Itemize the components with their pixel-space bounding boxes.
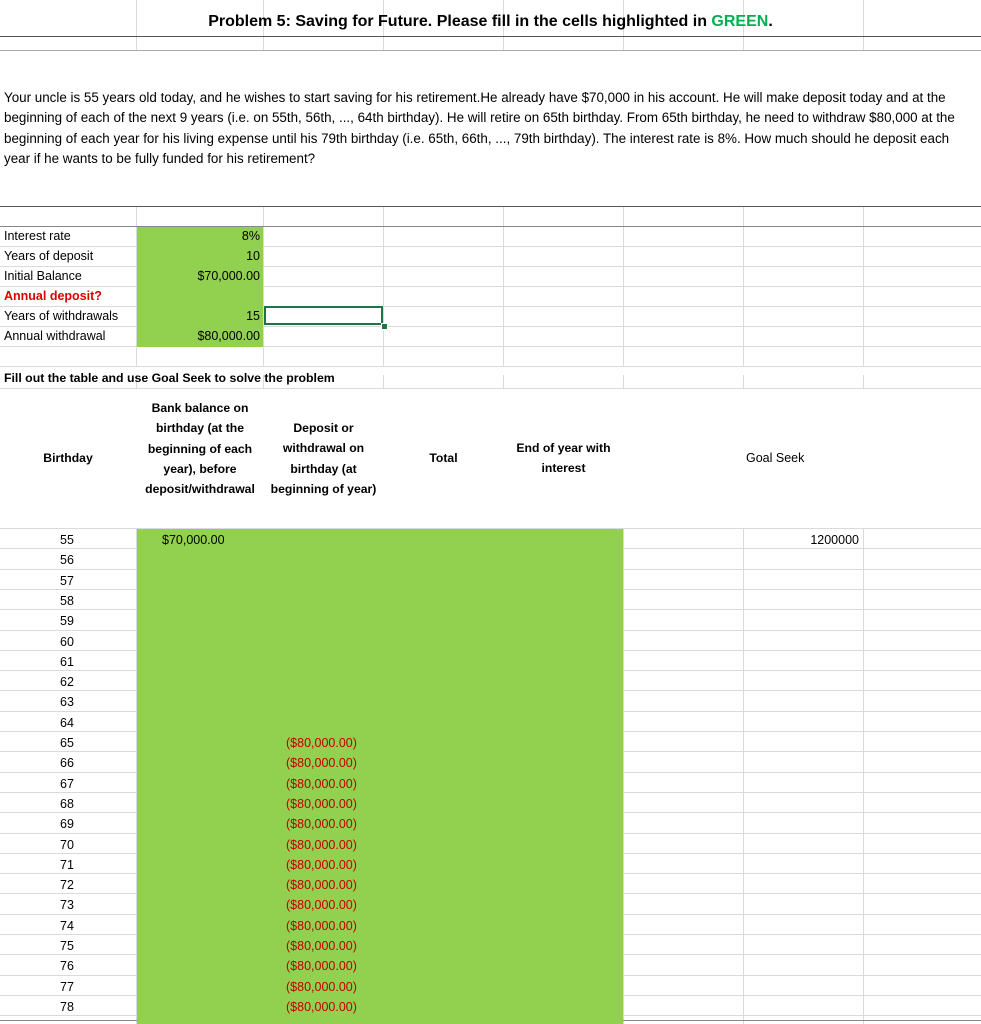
birthday-cell[interactable]: 57	[60, 574, 74, 588]
title-period: .	[768, 13, 773, 30]
withdrawal-cell[interactable]: ($80,000.00)	[286, 939, 357, 953]
header-goal-seek: Goal Seek	[746, 451, 805, 465]
birthday-cell[interactable]: 75	[60, 939, 74, 953]
page-title	[0, 8, 981, 36]
birthday-cell[interactable]: 71	[60, 858, 74, 872]
initial-balance-value[interactable]: $70,000.00	[197, 269, 260, 283]
goal-seek-value[interactable]: 1200000	[810, 533, 859, 547]
years-deposit-value[interactable]: 10	[246, 249, 260, 263]
birthday-cell[interactable]: 73	[60, 898, 74, 912]
annual-deposit-value[interactable]	[137, 286, 260, 306]
years-deposit-label: Years of deposit	[4, 249, 94, 263]
header-end-of-year: End of year with interest	[516, 441, 611, 476]
birthday-cell[interactable]: 74	[60, 919, 74, 933]
birthday-cell[interactable]: 69	[60, 817, 74, 831]
birthday-cell[interactable]: 78	[60, 1000, 74, 1014]
birthday-cell[interactable]: 67	[60, 777, 74, 791]
selected-cell[interactable]	[264, 306, 383, 325]
table-green-cells[interactable]	[137, 529, 623, 1024]
interest-rate-label: Interest rate	[4, 229, 71, 243]
birthday-cell[interactable]: 63	[60, 695, 74, 709]
withdrawal-cell[interactable]: ($80,000.00)	[286, 878, 357, 892]
withdrawal-cell[interactable]: ($80,000.00)	[286, 1000, 357, 1014]
withdrawal-cell[interactable]: ($80,000.00)	[286, 919, 357, 933]
initial-balance-label: Initial Balance	[4, 269, 82, 283]
withdrawal-cell[interactable]: ($80,000.00)	[286, 858, 357, 872]
problem-text: Your uncle is 55 years old today, and he wishes to start saving for his retirement.He already have $70,000 in his account. He will make deposit today and at the beginning of each of the next 9 years (i.e. on 55th, 56th, ..., 64th birthday). He will retire on 65th birthday. From 65th birthday, he need to withdraw $80,000 at the beginning of each year for his living expense until his 79th birthday (i.e. 65th, 66th, ..., 79th birthday). The interest rate is 8%. How much should he deposit each year if he wants to be fully funded for his retirement?	[4, 90, 955, 166]
instruction-text: Fill out the table and use Goal Seek to solve the problem	[4, 371, 335, 385]
withdrawal-cell[interactable]: ($80,000.00)	[286, 736, 357, 750]
birthday-cell[interactable]: 59	[60, 614, 74, 628]
withdrawal-cell[interactable]: ($80,000.00)	[286, 777, 357, 791]
annual-withdrawal-label: Annual withdrawal	[4, 329, 106, 343]
birthday-cell[interactable]: 55	[60, 533, 74, 547]
birthday-cell[interactable]: 56	[60, 553, 74, 567]
interest-rate-value[interactable]: 8%	[241, 229, 260, 243]
birthday-cell[interactable]: 61	[60, 655, 74, 669]
withdrawal-cell[interactable]: ($80,000.00)	[286, 838, 357, 852]
withdrawal-cell[interactable]: ($80,000.00)	[286, 898, 357, 912]
birthday-cell[interactable]: 65	[60, 736, 74, 750]
title-green-word: GREEN	[711, 13, 769, 30]
header-deposit-withdrawal: Deposit or withdrawal on birthday (at beginning of year)	[270, 421, 377, 496]
birthday-cell[interactable]: 76	[60, 959, 74, 973]
birthday-cell[interactable]: 62	[60, 675, 74, 689]
birthday-cell[interactable]: 64	[60, 716, 74, 730]
title-text: Problem 5: Saving for Future. Please fill in the cells highlighted in	[208, 13, 712, 30]
birthday-cell[interactable]: 68	[60, 797, 74, 811]
withdrawal-cell[interactable]: ($80,000.00)	[286, 817, 357, 831]
annual-withdrawal-value[interactable]: $80,000.00	[197, 329, 260, 343]
first-balance-cell[interactable]: $70,000.00	[162, 533, 225, 547]
birthday-cell[interactable]: 70	[60, 838, 74, 852]
header-bank-balance: Bank balance on birthday (at the beginning of each year), before deposit/withdrawal	[145, 401, 255, 497]
withdrawal-cell[interactable]: ($80,000.00)	[286, 756, 357, 770]
years-withdrawals-label: Years of withdrawals	[4, 309, 119, 323]
withdrawal-cell[interactable]: ($80,000.00)	[286, 797, 357, 811]
withdrawal-cell[interactable]: ($80,000.00)	[286, 980, 357, 994]
birthday-cell[interactable]: 58	[60, 594, 74, 608]
birthday-cell[interactable]: 60	[60, 635, 74, 649]
section-border	[0, 206, 981, 207]
years-withdrawals-value[interactable]: 15	[246, 309, 260, 323]
fill-handle[interactable]	[381, 323, 388, 330]
birthday-cell[interactable]: 66	[60, 756, 74, 770]
header-birthday: Birthday	[43, 451, 93, 465]
title-underline	[0, 36, 981, 37]
annual-deposit-label: Annual deposit?	[4, 289, 102, 303]
birthday-cell[interactable]: 77	[60, 980, 74, 994]
withdrawal-cell[interactable]: ($80,000.00)	[286, 959, 357, 973]
header-total: Total	[429, 451, 458, 465]
birthday-cell[interactable]: 72	[60, 878, 74, 892]
